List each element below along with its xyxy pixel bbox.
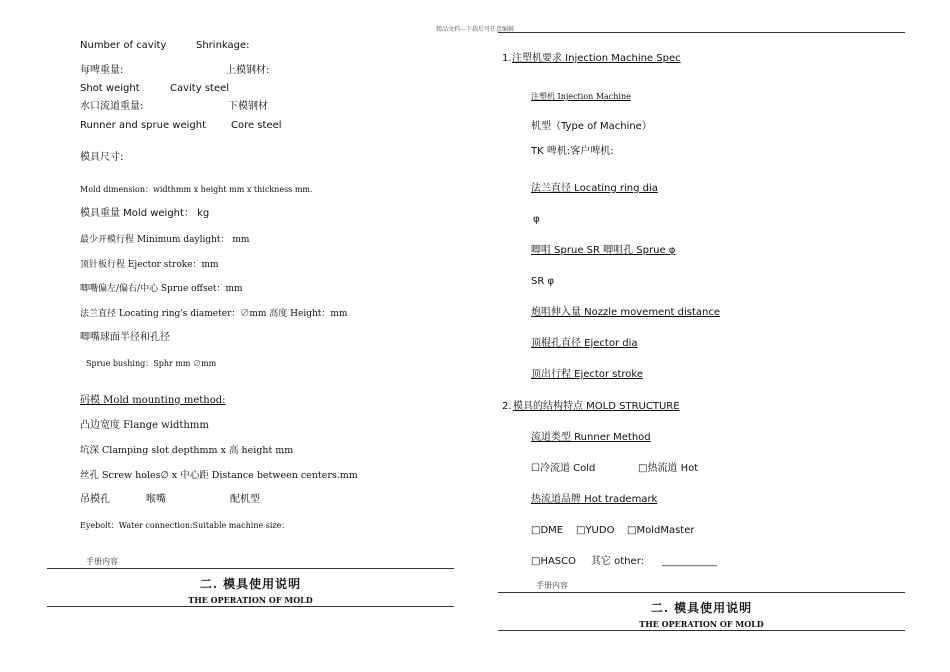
left-section-subtitle: THE OPERATION OF MOLD <box>188 595 313 605</box>
nozzle-movement-label: 炮咀伸入量 Nozzle movement distance <box>531 307 721 318</box>
section-2-number: 2. <box>502 401 512 412</box>
sprue-sr-label: 唧咀 Sprue SR 唧咀孔 Sprue φ <box>531 245 676 256</box>
left-bottom-rule <box>47 606 454 607</box>
core-steel-cn: 下模钢材 <box>228 101 268 112</box>
machine-type-label: 机型（Type of Machine） <box>531 121 652 132</box>
watermark-text: 精品文档---下载后可任意编辑 <box>435 26 515 33</box>
ejector-dia-label: 顶棍孔直径 Ejector dia <box>531 338 638 349</box>
mold-weight: 模具重量 Mold weight： kg <box>80 208 210 219</box>
locating-ring-diameter: 法兰直径 Locating ring's diameter：∅mm 高度 Height：mm <box>80 309 348 319</box>
shot-weight-cn: 每啤重量: <box>80 65 124 76</box>
runner-weight-en: Runner and sprue weight <box>80 120 207 131</box>
sprue-bushing-cn: 唧嘴球面半径和孔径 <box>80 332 170 343</box>
other-blank-field[interactable]: ___________ <box>662 556 717 567</box>
section-1-heading: 注塑机要求 Injection Machine Spec <box>512 53 681 64</box>
runner-weight-cn: 水口流道重量: <box>80 101 144 112</box>
yudo-checkbox[interactable]: □YUDO <box>576 525 615 536</box>
cold-runner-checkbox[interactable]: ☐冷流道 Cold <box>531 463 596 474</box>
right-footer-rule <box>498 592 905 593</box>
right-section-subtitle: THE OPERATION OF MOLD <box>639 619 764 629</box>
locating-ring-dia-label: 法兰直径 Locating ring dia <box>531 183 658 194</box>
injection-machine-label: 注塑机 Injection Machine <box>531 92 631 101</box>
phi-symbol: φ <box>533 214 540 225</box>
mold-size-cn: 模具尺寸: <box>80 152 124 163</box>
ejector-stroke: 顶针板行程 Ejector stroke：mm <box>80 260 219 270</box>
left-footer-note: 手册内容 <box>86 557 118 566</box>
core-steel-en: Core steel <box>231 120 282 131</box>
runner-method-label: 流道类型 Runner Method <box>531 432 651 443</box>
mold-dimension: Mold dimension：widthmm x height mm x thickness mm. <box>80 185 313 194</box>
left-footer-rule <box>47 568 454 569</box>
machine-size-cn: 配机型 <box>230 494 260 505</box>
right-bottom-rule <box>498 630 905 631</box>
hot-trademark-label: 热流道品牌 Hot trademark <box>531 494 658 505</box>
hasco-checkbox[interactable]: □HASCO <box>531 556 577 567</box>
eyebolt-water-machine-en: Eyebolt：Water connection:Suitable machine size： <box>80 521 290 530</box>
right-footer-note: 手册内容 <box>536 581 568 590</box>
minimum-daylight: 最少开模行程 Minimum daylight： mm <box>80 235 250 245</box>
dme-checkbox[interactable]: □DME <box>531 525 564 536</box>
eyebolt-cn: 吊模孔 <box>80 494 110 505</box>
clamping-slot-depth: 坑深 Clamping slot depthmm x 高 height mm <box>80 445 294 456</box>
cavity-steel-cn: 上模钢材: <box>226 65 270 76</box>
sr-phi-label: SR φ <box>531 276 555 287</box>
water-connection-cn: 喉嘴 <box>146 494 166 505</box>
flange-width: 凸边宽度 Flange widthmm <box>80 420 209 431</box>
tk-customer-machine-label: TK 啤机:客户啤机: <box>531 146 614 157</box>
screw-holes: 丝孔 Screw holes∅ x 中心距 Distance between centers.mm <box>80 470 358 481</box>
cavity-steel-en: Cavity steel <box>170 83 230 94</box>
mold-mounting-method: 码模 Mold mounting method: <box>80 395 226 406</box>
section-1-number: 1. <box>502 53 512 64</box>
left-section-title: 二. 模具使用说明 <box>199 577 302 591</box>
ejector-stroke-label: 顶出行程 Ejector stroke <box>531 369 643 380</box>
number-of-cavity-label: Number of cavity <box>80 40 167 51</box>
hot-runner-checkbox[interactable]: □热流道 Hot <box>638 463 699 474</box>
section-2-heading: 模具的结构特点 MOLD STRUCTURE <box>513 401 680 412</box>
right-section-title: 二. 模具使用说明 <box>650 601 753 615</box>
sprue-offset: 唧嘴偏左/偏右/中心 Sprue offset：mm <box>80 284 243 294</box>
header-rule <box>498 32 905 33</box>
shot-weight-en: Shot weight <box>80 83 140 94</box>
moldmaster-checkbox[interactable]: □MoldMaster <box>627 525 695 536</box>
other-label: 其它 other: <box>591 556 645 567</box>
shrinkage-label: Shrinkage: <box>196 40 250 51</box>
sprue-bushing-en: Sprue bushing：Sphr mm ∅mm <box>86 359 217 368</box>
